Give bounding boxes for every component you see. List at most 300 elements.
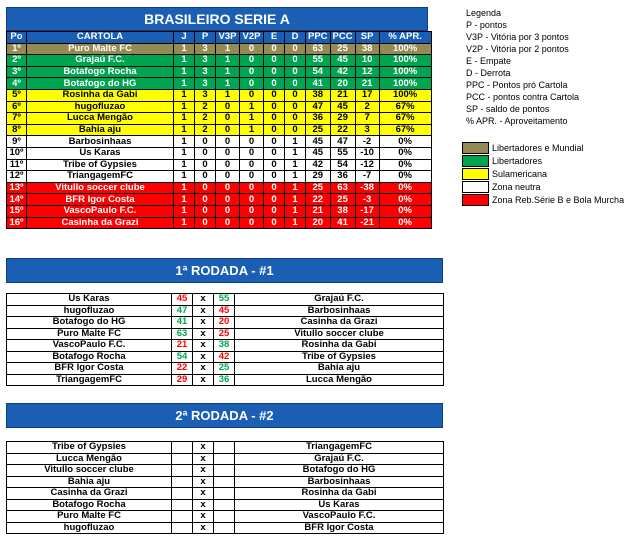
cell-ppc: 45 — [306, 136, 331, 148]
cell-pcc: 38 — [330, 205, 355, 217]
cell-e: 0 — [264, 171, 285, 183]
round-1-title: 1ª RODADA - #1 — [6, 258, 443, 283]
away-team: Casinha da Grazi — [235, 317, 444, 329]
cell-name: Lucca Mengão — [27, 113, 174, 125]
cell-ppc: 25 — [306, 182, 331, 194]
cell-j: 1 — [174, 101, 195, 113]
away-score: 42 — [214, 351, 235, 363]
home-score — [172, 488, 193, 500]
match-row — [7, 476, 444, 488]
cell-ppc: 54 — [306, 66, 331, 78]
legend-zone-neutra — [462, 181, 541, 193]
round-2-table — [6, 441, 444, 534]
versus-mark: x — [193, 305, 214, 317]
versus-mark: x — [193, 453, 214, 465]
cell-pos: 2º — [7, 55, 27, 67]
cell-v2p: 0 — [240, 171, 264, 183]
header-apr: % APR. — [379, 32, 431, 44]
cell-j: 1 — [174, 147, 195, 159]
home-team: hugofluzao — [7, 305, 172, 317]
legend-line: D - Derrota — [466, 68, 511, 78]
cell-j: 1 — [174, 43, 195, 55]
header-e: E — [264, 32, 285, 44]
cell-apr: 67% — [379, 113, 431, 125]
zone-swatch — [462, 142, 489, 154]
cell-sp: 7 — [355, 113, 379, 125]
cell-pcc: 55 — [330, 147, 355, 159]
home-team: Botafogo do HG — [7, 317, 172, 329]
cell-v3p: 0 — [216, 124, 240, 136]
cell-e: 0 — [264, 147, 285, 159]
match-row — [7, 294, 444, 306]
cell-pcc: 42 — [330, 66, 355, 78]
home-score: 63 — [172, 328, 193, 340]
standings-row — [7, 101, 432, 113]
standings-row — [7, 136, 432, 148]
home-team: BFR Igor Costa — [7, 363, 172, 375]
cell-v2p: 0 — [240, 205, 264, 217]
cell-name: Puro Malte FC — [27, 43, 174, 55]
match-row — [7, 499, 444, 511]
cell-pos: 14º — [7, 194, 27, 206]
cell-j: 1 — [174, 66, 195, 78]
cell-d: 0 — [285, 55, 306, 67]
cell-pcc: 25 — [330, 194, 355, 206]
home-team: Botafogo Rocha — [7, 499, 172, 511]
away-score — [214, 522, 235, 534]
cell-v2p: 0 — [240, 136, 264, 148]
cell-v3p: 0 — [216, 147, 240, 159]
versus-mark: x — [193, 374, 214, 386]
cell-ppc: 21 — [306, 205, 331, 217]
away-team: Rosinha da Gabi — [235, 488, 444, 500]
cell-v2p: 0 — [240, 55, 264, 67]
match-row — [7, 442, 444, 454]
away-team: Us Karas — [235, 499, 444, 511]
cell-v2p: 1 — [240, 101, 264, 113]
cell-sp: 17 — [355, 89, 379, 101]
match-row — [7, 305, 444, 317]
cell-sp: -2 — [355, 136, 379, 148]
cell-v3p: 1 — [216, 66, 240, 78]
cell-v3p: 1 — [216, 43, 240, 55]
legend-line: Legenda — [466, 8, 502, 18]
cell-sp: 10 — [355, 55, 379, 67]
header-v2p: V2P — [240, 32, 264, 44]
cell-sp: -21 — [355, 217, 379, 229]
cell-j: 1 — [174, 171, 195, 183]
standings-row — [7, 205, 432, 217]
versus-mark: x — [193, 476, 214, 488]
legend-line: V2P - Vitória por 2 pontos — [466, 44, 569, 54]
zone-swatch — [462, 168, 489, 180]
cell-apr: 100% — [379, 43, 431, 55]
cell-d: 1 — [285, 182, 306, 194]
cell-name: Botafogo Rocha — [27, 66, 174, 78]
cell-v2p: 0 — [240, 66, 264, 78]
cell-p: 0 — [195, 136, 216, 148]
cell-j: 1 — [174, 205, 195, 217]
away-team: TriangagemFC — [235, 442, 444, 454]
away-score: 55 — [214, 294, 235, 306]
cell-pos: 9º — [7, 136, 27, 148]
cell-pos: 3º — [7, 66, 27, 78]
standings-row — [7, 159, 432, 171]
cell-apr: 67% — [379, 101, 431, 113]
cell-v2p: 0 — [240, 159, 264, 171]
cell-v2p: 1 — [240, 124, 264, 136]
cell-d: 0 — [285, 101, 306, 113]
legend-zone-sulamericana — [462, 168, 547, 180]
cell-sp: 38 — [355, 43, 379, 55]
home-team: Casinha da Grazi — [7, 488, 172, 500]
cell-sp: 2 — [355, 101, 379, 113]
away-team: VascoPaulo F.C. — [235, 511, 444, 523]
home-score — [172, 442, 193, 454]
cell-e: 0 — [264, 113, 285, 125]
cell-p: 3 — [195, 78, 216, 90]
cell-apr: 100% — [379, 55, 431, 67]
legend-line: V3P - Vitória por 3 pontos — [466, 32, 569, 42]
cell-d: 1 — [285, 217, 306, 229]
standings-table — [6, 31, 432, 229]
cell-p: 0 — [195, 159, 216, 171]
cell-e: 0 — [264, 55, 285, 67]
home-team: Tribe of Gypsies — [7, 442, 172, 454]
standings-header-row — [7, 32, 432, 44]
cell-v3p: 0 — [216, 136, 240, 148]
home-team: Puro Malte FC — [7, 511, 172, 523]
away-score — [214, 499, 235, 511]
cell-d: 1 — [285, 171, 306, 183]
cell-sp: 12 — [355, 66, 379, 78]
home-team: hugofluzao — [7, 522, 172, 534]
cell-v3p: 0 — [216, 217, 240, 229]
cell-d: 0 — [285, 78, 306, 90]
standings-row — [7, 113, 432, 125]
header-sp: SP — [355, 32, 379, 44]
cell-d: 1 — [285, 194, 306, 206]
cell-p: 0 — [195, 194, 216, 206]
home-score: 21 — [172, 340, 193, 352]
cell-apr: 0% — [379, 217, 431, 229]
cell-pcc: 63 — [330, 182, 355, 194]
zone-swatch — [462, 155, 489, 167]
standings-row — [7, 89, 432, 101]
away-score: 45 — [214, 305, 235, 317]
cell-ppc: 55 — [306, 55, 331, 67]
zone-label: Zona Reb.Série B e Bola Murcha — [492, 195, 625, 205]
versus-mark: x — [193, 328, 214, 340]
cell-apr: 0% — [379, 171, 431, 183]
cell-name: TriangagemFC — [27, 171, 174, 183]
cell-j: 1 — [174, 78, 195, 90]
cell-sp: -12 — [355, 159, 379, 171]
cell-ppc: 25 — [306, 124, 331, 136]
away-score — [214, 453, 235, 465]
cell-pos: 16º — [7, 217, 27, 229]
cell-p: 3 — [195, 89, 216, 101]
cell-name: Us Karas — [27, 147, 174, 159]
cell-apr: 100% — [379, 78, 431, 90]
home-score: 41 — [172, 317, 193, 329]
header-p: P — [195, 32, 216, 44]
cell-ppc: 38 — [306, 89, 331, 101]
cell-name: Barbosinhaas — [27, 136, 174, 148]
versus-mark: x — [193, 351, 214, 363]
versus-mark: x — [193, 488, 214, 500]
cell-e: 0 — [264, 66, 285, 78]
cell-p: 2 — [195, 101, 216, 113]
cell-j: 1 — [174, 55, 195, 67]
legend-line: PPC - Pontos pró Cartola — [466, 80, 568, 90]
cell-p: 0 — [195, 217, 216, 229]
cell-sp: -10 — [355, 147, 379, 159]
standings-row — [7, 78, 432, 90]
cell-sp: -38 — [355, 182, 379, 194]
cell-v3p: 0 — [216, 171, 240, 183]
cell-ppc: 36 — [306, 113, 331, 125]
cell-name: Grajaú F.C. — [27, 55, 174, 67]
header-ppc: PPC — [306, 32, 331, 44]
cell-j: 1 — [174, 113, 195, 125]
cell-e: 0 — [264, 43, 285, 55]
cell-ppc: 45 — [306, 147, 331, 159]
cell-j: 1 — [174, 124, 195, 136]
cell-pcc: 47 — [330, 136, 355, 148]
away-team: Rosinha da Gabi — [235, 340, 444, 352]
away-score — [214, 442, 235, 454]
cell-pos: 15º — [7, 205, 27, 217]
cell-d: 1 — [285, 159, 306, 171]
away-score: 36 — [214, 374, 235, 386]
home-score — [172, 476, 193, 488]
cell-v2p: 0 — [240, 147, 264, 159]
away-team: Grajaú F.C. — [235, 453, 444, 465]
cell-v3p: 1 — [216, 55, 240, 67]
cell-d: 0 — [285, 124, 306, 136]
cell-p: 0 — [195, 182, 216, 194]
round-1-table — [6, 293, 444, 386]
legend-line: P - pontos — [466, 20, 507, 30]
legend-zone-rebaixamento — [462, 194, 624, 206]
header-d: D — [285, 32, 306, 44]
cell-e: 0 — [264, 217, 285, 229]
cell-j: 1 — [174, 89, 195, 101]
cell-name: BFR Igor Costa — [27, 194, 174, 206]
cell-v3p: 0 — [216, 113, 240, 125]
home-score: 45 — [172, 294, 193, 306]
cell-d: 0 — [285, 43, 306, 55]
away-score: 20 — [214, 317, 235, 329]
home-score: 47 — [172, 305, 193, 317]
cell-v3p: 0 — [216, 194, 240, 206]
match-row — [7, 453, 444, 465]
cell-apr: 0% — [379, 182, 431, 194]
standings-row — [7, 124, 432, 136]
cell-v2p: 0 — [240, 43, 264, 55]
cell-sp: -7 — [355, 171, 379, 183]
cell-pcc: 20 — [330, 78, 355, 90]
home-team: Vitullo soccer clube — [7, 465, 172, 477]
cell-apr: 100% — [379, 66, 431, 78]
cell-apr: 0% — [379, 159, 431, 171]
home-score: 29 — [172, 374, 193, 386]
standings-row — [7, 43, 432, 55]
cell-v3p: 0 — [216, 101, 240, 113]
away-team: Grajaú F.C. — [235, 294, 444, 306]
home-team: Puro Malte FC — [7, 328, 172, 340]
cell-e: 0 — [264, 136, 285, 148]
cell-p: 2 — [195, 124, 216, 136]
away-score: 25 — [214, 328, 235, 340]
away-score — [214, 476, 235, 488]
cell-name: Tribe of Gypsies — [27, 159, 174, 171]
cell-sp: 21 — [355, 78, 379, 90]
legend-zone-libertadores-mundial — [462, 142, 584, 154]
cell-pos: 11º — [7, 159, 27, 171]
home-team: Botafogo Rocha — [7, 351, 172, 363]
cell-d: 0 — [285, 66, 306, 78]
cell-v2p: 0 — [240, 217, 264, 229]
cell-name: Vitullo soccer clube — [27, 182, 174, 194]
cell-pos: 6º — [7, 101, 27, 113]
cell-apr: 0% — [379, 194, 431, 206]
away-team: Barbosinhaas — [235, 305, 444, 317]
cell-pos: 1º — [7, 43, 27, 55]
cell-sp: -3 — [355, 194, 379, 206]
cell-d: 1 — [285, 147, 306, 159]
zone-swatch — [462, 194, 489, 206]
cell-pcc: 45 — [330, 55, 355, 67]
cell-v3p: 0 — [216, 205, 240, 217]
cell-pcc: 45 — [330, 101, 355, 113]
cell-e: 0 — [264, 101, 285, 113]
cell-v2p: 0 — [240, 194, 264, 206]
header-pcc: PCC — [330, 32, 355, 44]
cell-d: 1 — [285, 136, 306, 148]
legend — [466, 7, 579, 127]
cell-pos: 10º — [7, 147, 27, 159]
cell-p: 3 — [195, 43, 216, 55]
cell-pos: 7º — [7, 113, 27, 125]
away-team: Botafogo do HG — [235, 465, 444, 477]
match-row — [7, 374, 444, 386]
cell-e: 0 — [264, 124, 285, 136]
cell-p: 0 — [195, 147, 216, 159]
away-score: 38 — [214, 340, 235, 352]
cell-pcc: 41 — [330, 217, 355, 229]
home-score — [172, 465, 193, 477]
home-team: VascoPaulo F.C. — [7, 340, 172, 352]
cell-e: 0 — [264, 89, 285, 101]
cell-p: 2 — [195, 113, 216, 125]
home-score — [172, 499, 193, 511]
cell-v2p: 0 — [240, 89, 264, 101]
cell-pcc: 29 — [330, 113, 355, 125]
cell-name: Botafogo do HG — [27, 78, 174, 90]
away-score — [214, 511, 235, 523]
match-row — [7, 317, 444, 329]
cell-e: 0 — [264, 182, 285, 194]
match-row — [7, 328, 444, 340]
cell-pos: 13º — [7, 182, 27, 194]
away-score — [214, 488, 235, 500]
match-row — [7, 465, 444, 477]
cell-j: 1 — [174, 136, 195, 148]
cell-pcc: 25 — [330, 43, 355, 55]
cell-name: Rosinha da Gabi — [27, 89, 174, 101]
away-team: BFR Igor Costa — [235, 522, 444, 534]
versus-mark: x — [193, 499, 214, 511]
cell-sp: -17 — [355, 205, 379, 217]
cell-pcc: 54 — [330, 159, 355, 171]
standings-row — [7, 217, 432, 229]
versus-mark: x — [193, 294, 214, 306]
header-cartola: CARTOLA — [27, 32, 174, 44]
header-pos: Po — [7, 32, 27, 44]
zone-label: Zona neutra — [492, 182, 541, 192]
legend-zone-libertadores — [462, 155, 542, 167]
match-row — [7, 363, 444, 375]
standings-title: BRASILEIRO SERIE A — [6, 7, 428, 31]
legend-line: SP - saldo de pontos — [466, 104, 550, 114]
home-score — [172, 511, 193, 523]
standings-row — [7, 55, 432, 67]
cell-name: Bahia aju — [27, 124, 174, 136]
cell-v3p: 0 — [216, 159, 240, 171]
cell-ppc: 29 — [306, 171, 331, 183]
legend-line: E - Empate — [466, 56, 512, 66]
away-team: Vitullo soccer clube — [235, 328, 444, 340]
legend-line: PCC - pontos contra Cartola — [466, 92, 580, 102]
cell-e: 0 — [264, 205, 285, 217]
cell-ppc: 41 — [306, 78, 331, 90]
standings-row — [7, 194, 432, 206]
versus-mark: x — [193, 340, 214, 352]
home-team: Us Karas — [7, 294, 172, 306]
match-row — [7, 340, 444, 352]
cell-d: 1 — [285, 205, 306, 217]
cell-name: Casinha da Grazi — [27, 217, 174, 229]
versus-mark: x — [193, 363, 214, 375]
zone-swatch — [462, 181, 489, 193]
standings-row — [7, 182, 432, 194]
cell-p: 0 — [195, 171, 216, 183]
cell-j: 1 — [174, 217, 195, 229]
cell-v3p: 0 — [216, 182, 240, 194]
cell-p: 3 — [195, 66, 216, 78]
cell-apr: 0% — [379, 136, 431, 148]
zone-label: Sulamericana — [492, 169, 548, 179]
match-row — [7, 522, 444, 534]
home-score — [172, 453, 193, 465]
cell-ppc: 22 — [306, 194, 331, 206]
cell-apr: 100% — [379, 89, 431, 101]
standings-row — [7, 147, 432, 159]
cell-ppc: 20 — [306, 217, 331, 229]
round-2-title: 2ª RODADA - #2 — [6, 403, 443, 428]
away-team: Bahia aju — [235, 363, 444, 375]
cell-p: 0 — [195, 205, 216, 217]
cell-ppc: 42 — [306, 159, 331, 171]
home-score — [172, 522, 193, 534]
legend-line: % APR. - Aproveitamento — [466, 116, 568, 126]
match-row — [7, 351, 444, 363]
cell-j: 1 — [174, 194, 195, 206]
cell-pcc: 21 — [330, 89, 355, 101]
cell-name: hugofluzao — [27, 101, 174, 113]
